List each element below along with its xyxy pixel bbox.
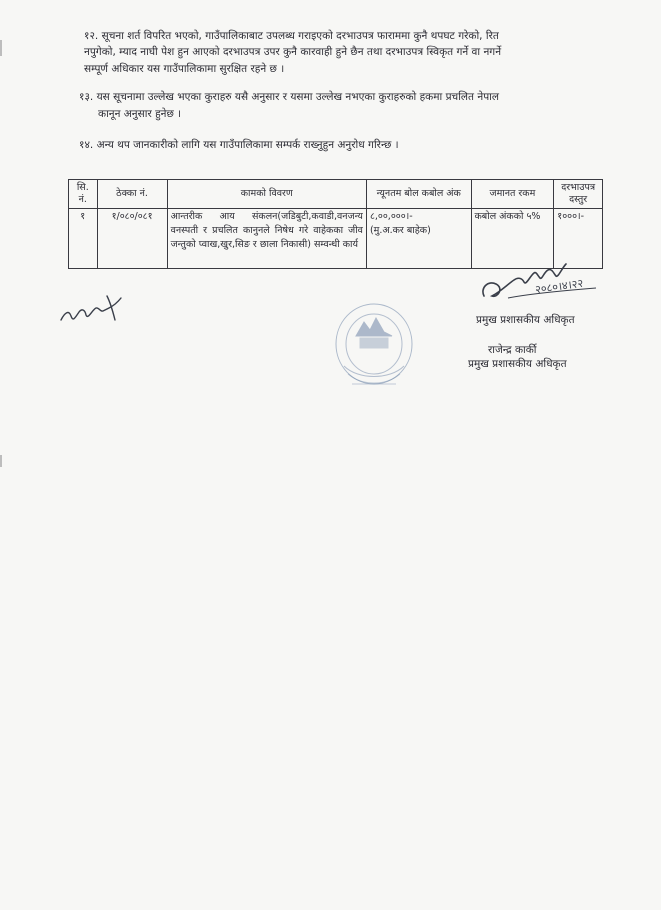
officer-name: राजेन्द्र कार्की: [488, 344, 537, 356]
header-tender-fee: दरभाउपत्र दस्तुर: [554, 180, 603, 209]
header-contract-no: ठेक्का नं.: [97, 180, 167, 209]
tender-table: [68, 179, 603, 269]
margin-initial-signature: [55, 290, 135, 335]
minimum-bid-amount: ८,००,०००।-: [369, 211, 413, 222]
clause-14-line-1: १४. अन्य थप जानकारीको लागि यस गाउँपालिकामा सम्पर्क राख्नुहुन अनुरोध गरिन्छ ।: [79, 139, 399, 151]
header-security-amount: जमानत रकम: [471, 180, 554, 209]
clause-13-line-1: १३. यस सूचनामा उल्लेख भएका कुराहरु यसै अनुसार र यसमा उल्लेख नभएका कुराहरुको हकमा प्रचलित नेपाल: [79, 91, 499, 103]
cell-contract-no: १/०८०/०८१: [97, 209, 167, 269]
cell-sn: १: [69, 209, 98, 269]
clause-12-line-3: सम्पूर्ण अधिकार यस गाउँपालिकामा सुरक्षित रहने छ ।: [84, 63, 285, 75]
clause-12-line-1: १२. सूचना शर्त विपरित भएको, गाउँपालिकाबाट उपलब्ध गराइएको दरभाउपत्र फाराममा कुनै थपघट गरेको, रित: [84, 30, 499, 42]
table-header-row: [69, 180, 603, 209]
scan-mark: [0, 40, 2, 56]
signature-date: २०८०।४।२२: [534, 276, 585, 297]
scan-mark: [0, 455, 2, 467]
official-stamp: [330, 300, 418, 394]
cell-minimum-bid: [366, 209, 471, 269]
minimum-bid-note: (मु.अ.कर बाहेक): [369, 225, 431, 236]
header-minimum-bid: न्यूनतम बोल कबोल अंक: [366, 180, 471, 209]
cell-tender-fee: १०००।-: [554, 209, 603, 269]
clause-12-line-2: नपुगेको, म्याद नाघी पेश हुन आएको दरभाउपत्र उपर कुनै कारवाही हुने छैन तथा दरभाउपत्र स्विकृत गर्ने वा नगर्ने: [84, 46, 502, 58]
clause-13-line-2: कानून अनुसार हुनेछ ।: [98, 108, 182, 120]
cell-security-amount: कबोल अंकको ५%: [471, 209, 554, 269]
signer-title: प्रमुख प्रशासकीय अधिकृत: [476, 314, 575, 326]
header-sn: सि. नं.: [69, 180, 98, 209]
cell-work-description: आन्तरीक आय संकलन(जडिबुटी,कवाडी,वनजन्य वनस्पती र प्रचलित कानुनले निषेध गरे वाहेकका जीव जन्तुको प्वाख,खुर,सिङ र छाला निकासी) सम्वन्धी कार्य: [167, 209, 366, 269]
header-work-description: कामको विवरण: [167, 180, 366, 209]
officer-title: प्रमुख प्रशासकीय अधिकृत: [468, 358, 567, 370]
